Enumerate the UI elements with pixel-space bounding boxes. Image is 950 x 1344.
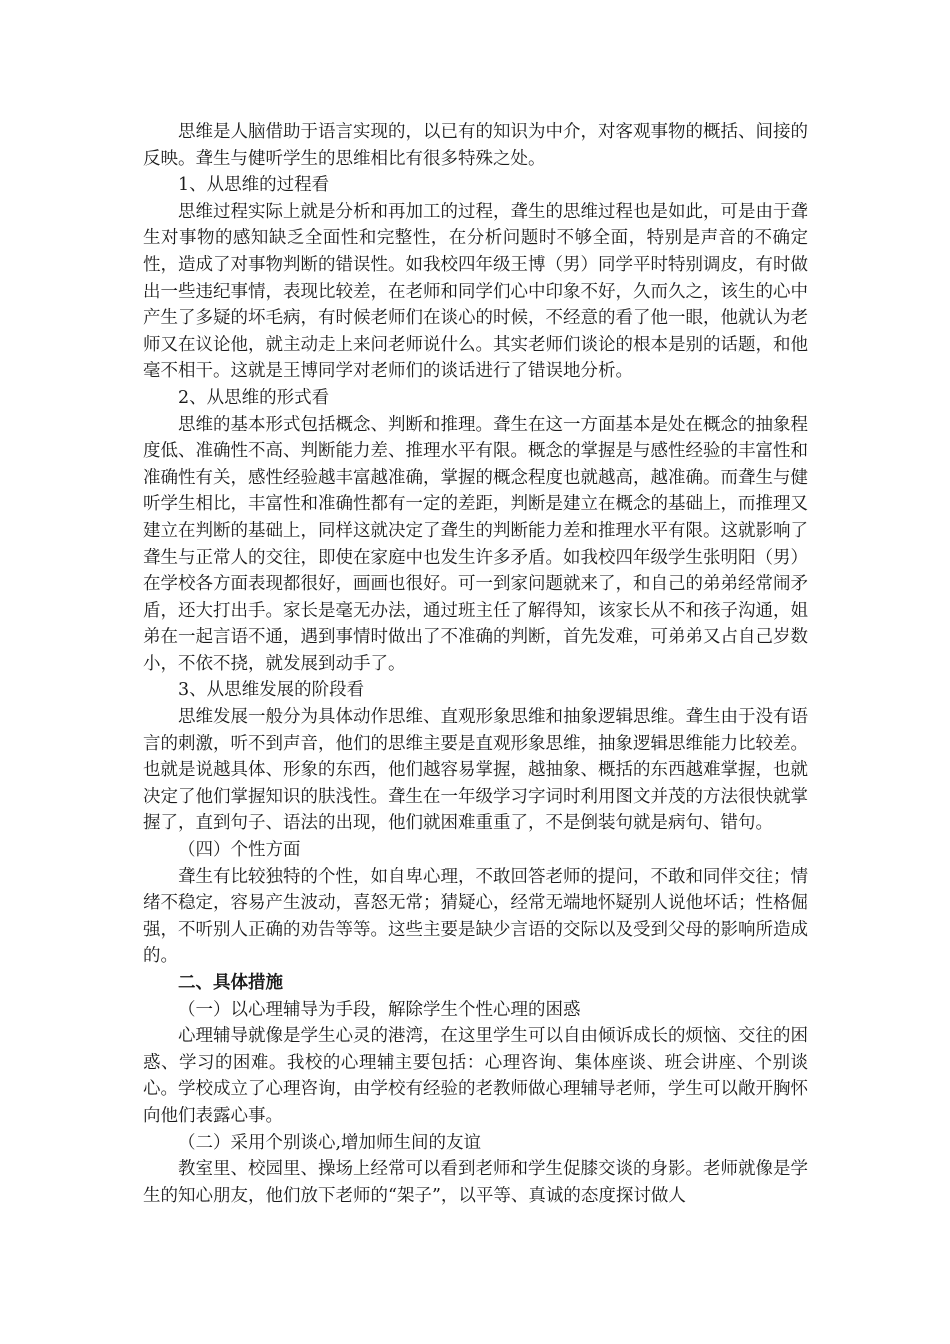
heading-thinking-process: 1、从思维的过程看 — [178, 175, 330, 196]
document-page — [143, 119, 808, 1209]
heading-individual-talk: （二）采用个别谈心,增加师生间的友谊 — [178, 1132, 482, 1153]
paragraph-thinking-stage: 思维发展一般分为具体动作思维、直观形象思维和抽象逻辑思维。聋生由于没有语言的刺激，听不到声音，他们的思维主要是直观形象思维，抽象逻辑思维能力比较差。也就是说越具体、形象的东西，他们越容易掌握，越抽象、概括的东西越难掌握，也就决定了他们掌握知识的肤浅性。聋生在一年级学习字词时利用图文并茂的方法很快就掌握了，直到句子、语法的出现，他们就困难重重了，不是倒装句就是病句、错句。 — [143, 707, 808, 834]
paragraph-thinking-form: 思维的基本形式包括概念、判断和推理。聋生在这一方面基本是处在概念的抽象程度低、准确性不高、判断能力差、推理水平有限。概念的掌握是与感性经验的丰富性和准确性有关，感性经验越丰富越准确，掌握的概念程度也就越高，越准确。而聋生与健听学生相比，丰富性和准确性都有一定的差距，判断是建立在概念的基础上，而推理又建立在判断的基础上，同样这就决定了聋生的判断能力差和推理水平有限。这就影响了聋生与正常人的交往，即使在家庭中也发生许多矛盾。如我校四年级学生张明阳（男）在学校各方面表现都很好，画画也很好。可一到家问题就来了，和自己的弟弟经常闹矛盾，还大打出手。家长是毫无办法，通过班主任了解得知，该家长从不和孩子沟通，姐弟在一起言语不通，遇到事情时做出了不准确的判断，首先发难，可弟弟又占自己岁数小，不依不挠，就发展到动手了。 — [143, 414, 808, 674]
paragraph-thinking-intro: 思维是人脑借助于语言实现的，以已有的知识为中介，对客观事物的概括、间接的反映。聋生与健听学生的思维相比有很多特殊之处。 — [143, 122, 808, 169]
heading-personality: （四）个性方面 — [178, 840, 301, 861]
heading-counseling: （一）以心理辅导为手段，解除学生个性心理的困惑 — [178, 999, 581, 1020]
heading-specific-measures: 二、具体措施 — [178, 973, 283, 993]
paragraph-thinking-process: 思维过程实际上就是分析和再加工的过程，聋生的思维过程也是如此，可是由于聋生对事物的感知缺乏全面性和完整性，在分析问题时不够全面，特别是声音的不确定性，造成了对事物判断的错误性。如我校四年级王博（男）同学平时特别调皮，有时做出一些违纪事情，表现比较差，在老师和同学们心中印象不好，久而久之，该生的心中产生了多疑的坏毛病，有时候老师们在谈心的时候，不经意的看了他一眼，他就认为老师又在议论他，就主动走上来问老师说什么。其实老师们谈论的根本是别的话题，和他毫不相干。这就是王博同学对老师们的谈话进行了错误地分析。 — [143, 201, 808, 382]
paragraph-individual-talk: 教室里、校园里、操场上经常可以看到老师和学生促膝交谈的身影。老师就像是学生的知心朋友，他们放下老师的“架子”，以平等、真诚的态度探讨做人 — [143, 1159, 808, 1206]
heading-thinking-stage: 3、从思维发展的阶段看 — [178, 680, 365, 701]
paragraph-personality: 聋生有比较独特的个性，如自卑心理，不敢回答老师的提问，不敢和同伴交往；情绪不稳定，容易产生波动，喜怒无常；猜疑心，经常无端地怀疑别人说他坏话；性格倔强，不听别人正确的劝告等等。这些主要是缺少言语的交际以及受到父母的影响所造成的。 — [143, 866, 808, 967]
heading-thinking-form: 2、从思维的形式看 — [178, 387, 330, 408]
paragraph-counseling: 心理辅导就像是学生心灵的港湾，在这里学生可以自由倾诉成长的烦恼、交往的困惑、学习的困难。我校的心理辅主要包括：心理咨询、集体座谈、班会讲座、个别谈心。学校成立了心理咨询，由学校有经验的老教师做心理辅导老师，学生可以敞开胸怀向他们表露心事。 — [143, 1026, 808, 1126]
